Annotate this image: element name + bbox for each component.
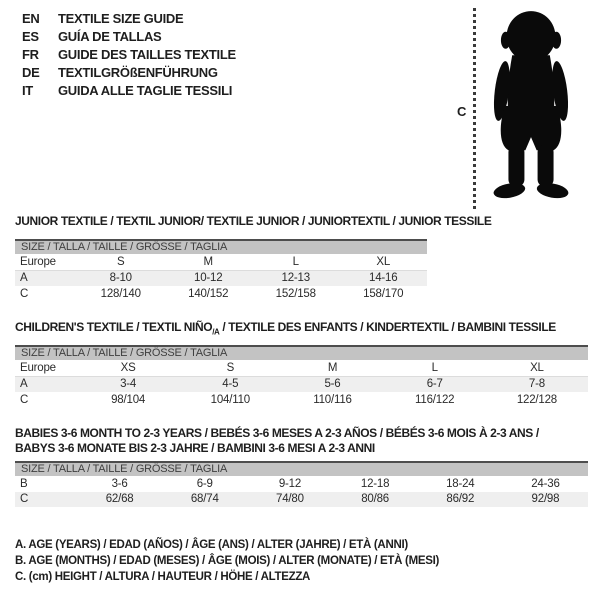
lang-label: GUIDE DES TAILLES TEXTILE bbox=[58, 46, 236, 62]
footnote-a: A. AGE (YEARS) / EDAD (AÑOS) / ÂGE (ANS) / ALTER (JAHRE) / ETÀ (ANNI) bbox=[15, 539, 408, 551]
age-cell: 3-6 bbox=[111, 477, 128, 490]
row-label: B bbox=[20, 477, 28, 490]
age-cell: 5-6 bbox=[324, 378, 341, 391]
size-cell: L bbox=[431, 361, 438, 374]
lang-code: ES bbox=[22, 28, 39, 44]
age-cell: 6-9 bbox=[196, 477, 213, 490]
lang-code: DE bbox=[22, 64, 40, 80]
height-cell: 128/140 bbox=[100, 287, 141, 300]
lang-row-de bbox=[22, 63, 236, 81]
size-cell: S bbox=[117, 255, 125, 268]
height-cell: 62/68 bbox=[105, 493, 134, 506]
row-label: C bbox=[20, 393, 29, 406]
height-cell: 80/86 bbox=[361, 493, 389, 506]
babies-height-row bbox=[15, 492, 588, 508]
height-cell: 116/122 bbox=[415, 393, 455, 406]
lang-code: EN bbox=[22, 10, 40, 26]
size-cell: S bbox=[226, 361, 235, 374]
babies-section-heading-line2: BABYS 3-6 MONATE BIS 2-3 JAHRE / BAMBINI 3-6 MESI A 2-3 ANNI bbox=[15, 441, 375, 455]
junior-height-row bbox=[15, 286, 427, 302]
lang-code: FR bbox=[22, 46, 39, 62]
age-cell: 4-5 bbox=[222, 378, 239, 391]
height-cell: 86/92 bbox=[446, 493, 475, 506]
size-cell: L bbox=[292, 255, 299, 268]
row-label: C bbox=[20, 493, 29, 506]
children-heading-pre: CHILDREN'S TEXTILE / TEXTIL NIÑO bbox=[15, 320, 213, 334]
footnote-b: B. AGE (MONTHS) / EDAD (MESES) / ÂGE (MOIS) / ALTER (MONATE) / ETÀ (MESI) bbox=[15, 555, 440, 567]
row-label: A bbox=[20, 272, 28, 285]
age-cell: 10-12 bbox=[194, 272, 223, 285]
age-cell: 12-18 bbox=[360, 477, 390, 490]
height-cell: 152/158 bbox=[275, 287, 316, 300]
row-label: Europe bbox=[20, 255, 56, 268]
babies-section-heading-line1: BABIES 3-6 MONTH TO 2-3 YEARS / BEBÉS 3-6 MESES A 2-3 AÑOS / BÉBÉS 3-6 MOIS À 2-3 ANS / bbox=[15, 426, 539, 440]
junior-age-row bbox=[15, 271, 427, 287]
lang-row-en bbox=[22, 9, 236, 27]
lang-row-it bbox=[22, 81, 236, 99]
lang-row-es bbox=[22, 27, 236, 45]
age-cell: 6-7 bbox=[426, 378, 443, 391]
height-cell: 122/128 bbox=[516, 393, 557, 406]
babies-size-bar: SIZE / TALLA / TAILLE / GRÖSSE / TAGLIA bbox=[15, 461, 588, 476]
lang-code: IT bbox=[22, 82, 33, 98]
babies-age-row bbox=[15, 476, 588, 492]
row-label: Europe bbox=[20, 361, 56, 374]
language-header bbox=[22, 9, 236, 99]
age-cell: 24-36 bbox=[531, 477, 560, 490]
size-cell: M bbox=[203, 255, 213, 268]
children-region-row bbox=[15, 360, 588, 377]
toddler-silhouette bbox=[484, 3, 578, 211]
junior-size-bar: SIZE / TALLA / TAILLE / GRÖSSE / TAGLIA bbox=[15, 239, 427, 254]
junior-size-table bbox=[15, 239, 427, 302]
babies-size-table bbox=[15, 461, 588, 507]
age-cell: 7-8 bbox=[528, 378, 545, 391]
children-heading-post: / TEXTILE DES ENFANTS / KINDERTEXTIL / BAMBINI TESSILE bbox=[219, 320, 556, 334]
height-measure-label: C bbox=[457, 104, 467, 119]
lang-label: TEXTILE SIZE GUIDE bbox=[58, 10, 184, 26]
lang-label: TEXTILGRÖßENFÜHRUNG bbox=[58, 64, 218, 80]
height-cell: 98/104 bbox=[111, 393, 146, 406]
lang-row-fr bbox=[22, 45, 236, 63]
size-cell: XL bbox=[376, 255, 391, 268]
height-measure-dashed-line bbox=[473, 8, 476, 210]
age-cell: 12-13 bbox=[281, 272, 310, 285]
height-cell: 68/74 bbox=[190, 493, 219, 506]
row-label: C bbox=[20, 287, 29, 300]
row-label: A bbox=[20, 378, 28, 391]
lang-label: GUIDA ALLE TAGLIE TESSILI bbox=[58, 82, 233, 98]
junior-region-row bbox=[15, 254, 427, 271]
height-cell: 92/98 bbox=[531, 493, 560, 506]
age-cell: 18-24 bbox=[446, 477, 475, 490]
footnotes bbox=[15, 539, 439, 587]
age-cell: 14-16 bbox=[369, 272, 398, 285]
junior-section-heading: JUNIOR TEXTILE / TEXTIL JUNIOR/ TEXTILE JUNIOR / JUNIORTEXTIL / JUNIOR TESSILE bbox=[15, 214, 492, 228]
lang-label: GUÍA DE TALLAS bbox=[58, 28, 162, 44]
size-cell: XL bbox=[530, 361, 544, 374]
age-cell: 8-10 bbox=[109, 272, 132, 285]
size-cell: XS bbox=[120, 361, 136, 374]
children-age-row bbox=[15, 377, 588, 393]
age-cell: 3-4 bbox=[120, 378, 137, 391]
age-cell: 9-12 bbox=[278, 477, 302, 490]
height-cell: 158/170 bbox=[363, 287, 404, 300]
height-cell: 110/116 bbox=[313, 393, 352, 406]
height-cell: 74/80 bbox=[276, 493, 304, 506]
children-size-bar: SIZE / TALLA / TAILLE / GRÖSSE / TAGLIA bbox=[15, 345, 588, 360]
children-heading-sub: /A bbox=[212, 327, 220, 337]
footnote-c: C. (cm) HEIGHT / ALTURA / HAUTEUR / HÖHE / ALTEZZA bbox=[15, 571, 311, 583]
height-cell: 104/110 bbox=[210, 393, 250, 406]
size-cell: M bbox=[327, 361, 338, 374]
children-height-row bbox=[15, 392, 588, 408]
children-size-table bbox=[15, 345, 588, 408]
children-section-heading bbox=[15, 320, 556, 336]
height-cell: 140/152 bbox=[188, 287, 229, 300]
